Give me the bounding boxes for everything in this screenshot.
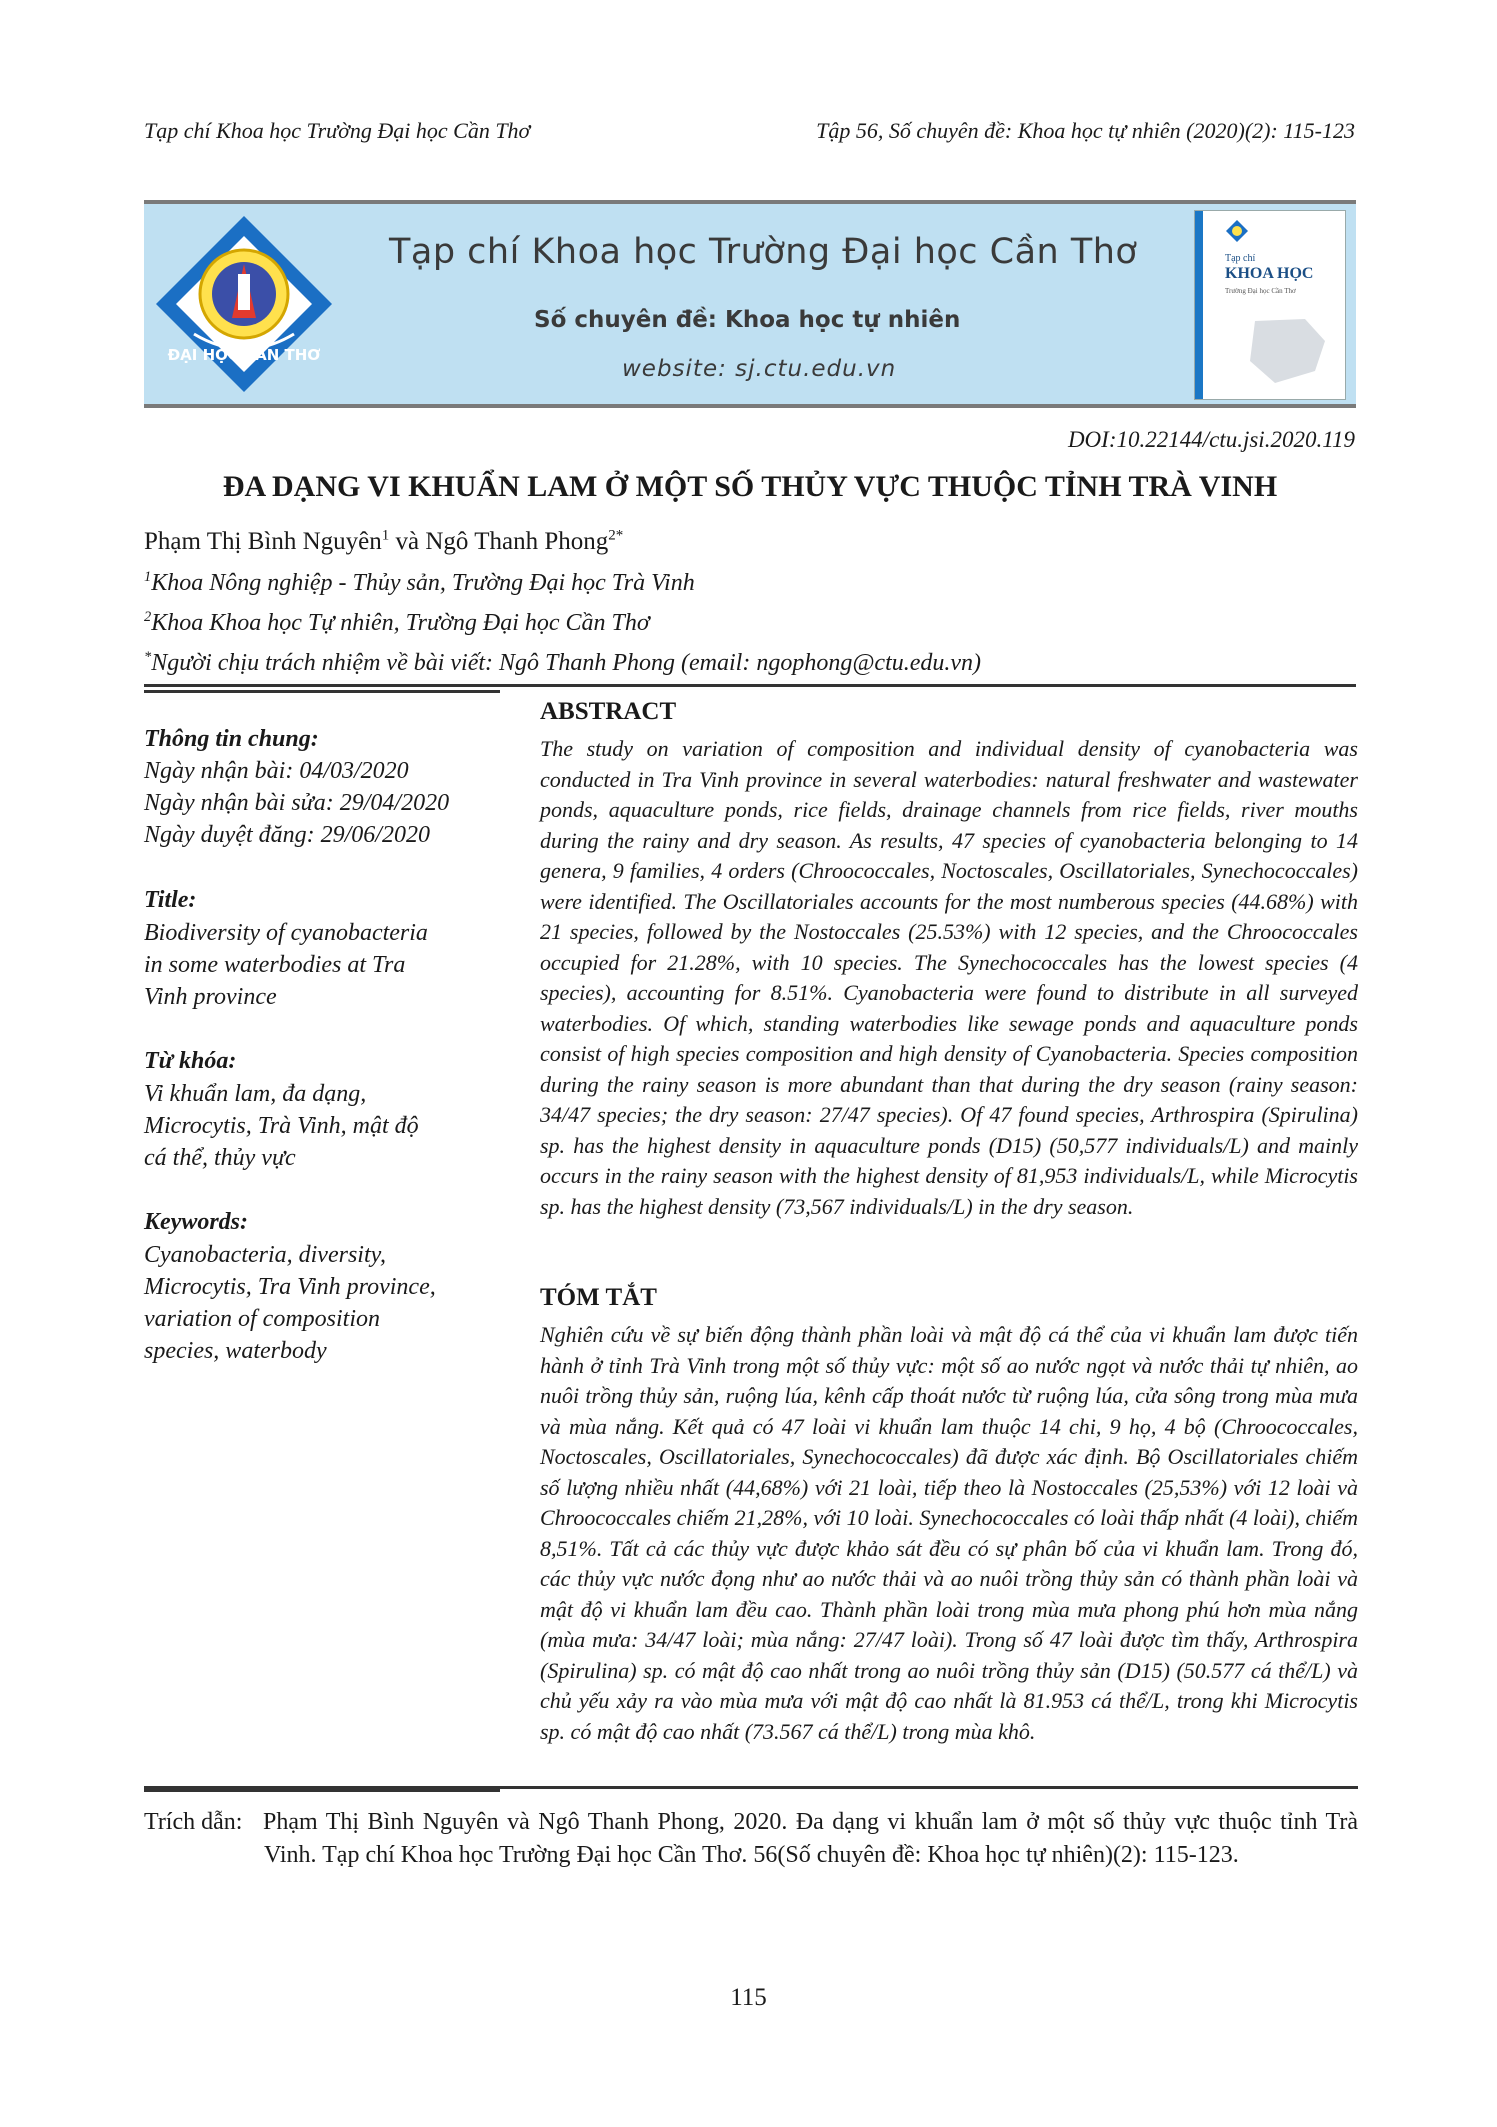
english-title-line: in some waterbodies at Tra: [144, 952, 406, 978]
abstract-heading: ABSTRACT: [540, 698, 677, 725]
received-date: Ngày nhận bài: 04/03/2020: [144, 758, 409, 784]
tomtat-text: Nghiên cứu về sự biến động thành phần loài và mật độ cá thể của vi khuẩn lam được tiến hành ở tỉnh Trà Vinh trong một số thủy vực: một số ao nước ngọt và nước thải tự nhiên, ao nuôi trồng thủy sản, ruộng lúa, kênh cấp thoát nước từ ruộng lúa, cửa sông trong mùa mưa và mùa nắng. Kết quả có 47 loài vi khuẩn lam thuộc 14 chi, 9 họ, 4 bộ (Chroococcales, Noctoscales, Oscillatoriales, Synechococcales) đã được xác định. Bộ Oscillatoriales chiếm số lượng nhiều nhất (44,68%) với 21 loài, tiếp theo là Nostoccales (25,53%) với 12 loài và Chroococcales chiếm 21,28%, với 10 loài. Synechococcales có loài thấp nhất (4 loài), chiếm 8,51%. Tất cả các thủy vực được khảo sát đều có sự phân bố của vi khuẩn lam. Trong đó, các thủy vực nước đọng như ao nước thải và ao nuôi trồng thủy sản có thành phần loài và mật độ vi khuẩn lam đều cao. Thành phần loài trong mùa mưa phong phú hơn mùa nắng (mùa mưa: 34/47 loài; mùa nắng: 27/47 loài). Trong số 47 loài được tìm thấy, Arthrospira (Spirulina) sp. có mật độ cao nhất trong ao nuôi trồng thủy sản (D15) (50.577 cá thể/L) và chủ yếu xảy ra vào mùa mưa với mật độ cao nhất là 81.953 cá thể/L, trong khi Microcytis sp. có mật độ cao nhất (73.567 cá thể/L) trong mùa khô.: [540, 1322, 1358, 1744]
article-info-sidebar: [144, 690, 500, 1792]
tukhoa-line: Vi khuẩn lam, đa dạng,: [144, 1081, 367, 1107]
doi: DOI:10.22144/ctu.jsi.2020.119: [1067, 427, 1355, 452]
page-number: 115: [730, 1984, 767, 2011]
author-2: Ngô Thanh Phong: [425, 528, 609, 555]
author-conjunction: và: [389, 528, 426, 555]
banner-subtitle: Số chuyên đề: Khoa học tự nhiên: [534, 307, 961, 333]
journal-cover-thumbnail: [1194, 210, 1346, 400]
affiliation-2: [144, 610, 650, 637]
general-info-heading: Thông tin chung:: [144, 726, 319, 752]
aff1-text: Khoa Nông nghiệp - Thủy sản, Trường Đại học Trà Vinh: [151, 570, 695, 596]
cover-small-text: Tạp chí: [1225, 253, 1256, 264]
citation-text: Phạm Thị Bình Nguyên và Ngô Thanh Phong, 2020. Đa dạng vi khuẩn lam ở một số thủy vực thuộc tỉnh Trà Vinh. Tạp chí Khoa học Trường Đại học Cần Thơ. 56(Số chuyên đề: Khoa học tự nhiên)(2): 115-123.: [263, 1809, 1358, 1868]
corresponding-author: [144, 650, 981, 677]
logo-text: ĐẠI HỌC CẦN THƠ: [167, 346, 321, 364]
cover-big-text: KHOA HỌC: [1225, 265, 1314, 282]
tukhoa-heading: Từ khóa:: [144, 1048, 237, 1074]
citation-label: Trích dẫn:: [144, 1809, 243, 1835]
accepted-date: Ngày duyệt đăng: 29/06/2020: [144, 822, 430, 848]
cover-stripe: [1195, 211, 1203, 399]
aff3-sup: *: [144, 649, 152, 665]
divider-bottom: [144, 1786, 1358, 1789]
aff3-text: Người chịu trách nhiệm về bài viết: Ngô Thanh Phong (email: ngophong@ctu.edu.vn): [151, 650, 982, 676]
banner-title: Tạp chí Khoa học Trường Đại học Cần Thơ: [389, 232, 1138, 272]
authors: [144, 528, 623, 556]
keyword-line: variation of composition: [144, 1306, 380, 1332]
keyword-line: Microcytis, Tra Vinh province,: [144, 1274, 436, 1300]
journal-banner: [144, 200, 1356, 408]
aff2-sup: 2: [144, 609, 152, 625]
english-title-line: Vinh province: [144, 984, 277, 1010]
affiliation-1: [144, 570, 695, 597]
article-title: ĐA DẠNG VI KHUẨN LAM Ở MỘT SỐ THỦY VỰC THUỘC TỈNH TRÀ VINH: [222, 470, 1278, 503]
running-head-left: Tạp chí Khoa học Trường Đại học Cần Thơ: [144, 118, 531, 143]
author-2-sup: 2*: [608, 527, 624, 544]
aff2-text: Khoa Khoa học Tự nhiên, Trường Đại học Cần Thơ: [151, 610, 650, 636]
tukhoa-line: Microcytis, Trà Vinh, mật độ: [144, 1113, 419, 1139]
cover-logo-icon: [1225, 219, 1249, 243]
revised-date: Ngày nhận bài sửa: 29/04/2020: [144, 790, 450, 816]
title-heading: Title:: [144, 887, 197, 913]
keyword-line: species, waterbody: [144, 1338, 327, 1364]
english-title-line: Biodiversity of cyanobacteria: [144, 920, 428, 946]
tomtat-heading: TÓM TẮT: [540, 1284, 657, 1311]
keyword-line: Cyanobacteria, diversity,: [144, 1242, 386, 1268]
university-logo-icon: [154, 214, 334, 394]
keywords-heading: Keywords:: [144, 1209, 248, 1235]
cover-map-icon: [1235, 311, 1335, 391]
cover-sub-text: Trường Đại học Cần Thơ: [1225, 287, 1296, 295]
abstract-text: The study on variation of composition and individual density of cyanobacteria was conducted in Tra Vinh province in several waterbodies: natural freshwater and wastewater ponds, aquaculture ponds, rice fields, drainage channels from rice fields, river mouths during the rainy and dry season. As results, 47 species of cyanobacteria belonging to 14 genera, 9 families, 4 orders (Chroococcales, Noctoscales, Oscillatoriales, Synechococcales) were identified. The Oscillatoriales accounts for the most numberous species (44.68%) with 21 species, followed by the Nostoccales (25.53%) with 12 species, and the Chroococcales occupied for 21.28%, with 10 species. The Synechococcales has the lowest species (4 species), accounting for 8.51%. Cyanobacteria were found to distribute in all surveyed waterbodies. Of which, standing waterbodies like sewage ponds and aquaculture ponds consist of high species composition and high density of Cyanobacteria. Species composition during the rainy season is more abundant than that during the dry season (rainy season: 34/47 species; the dry season: 27/47 species). Of 47 found species, Arthrospira (Spirulina) sp. has the highest density in aquaculture ponds (D15) (50,577 individuals/L) and mainly occurs in the rainy season with the highest density of 81,953 individuals/L, while Microcytis sp. has the highest density (73,567 individuals/L) in the dry season.: [540, 736, 1358, 1219]
tukhoa-line: cá thể, thủy vực: [144, 1145, 296, 1171]
author-1-sup: 1: [381, 527, 390, 544]
aff1-sup: 1: [144, 569, 152, 585]
author-1: Phạm Thị Bình Nguyên: [144, 528, 382, 555]
banner-website: website: sj.ctu.edu.vn: [622, 356, 897, 382]
running-head-right: Tập 56, Số chuyên đề: Khoa học tự nhiên (2020)(2): 115-123: [816, 118, 1355, 143]
divider-top: [144, 684, 1356, 687]
